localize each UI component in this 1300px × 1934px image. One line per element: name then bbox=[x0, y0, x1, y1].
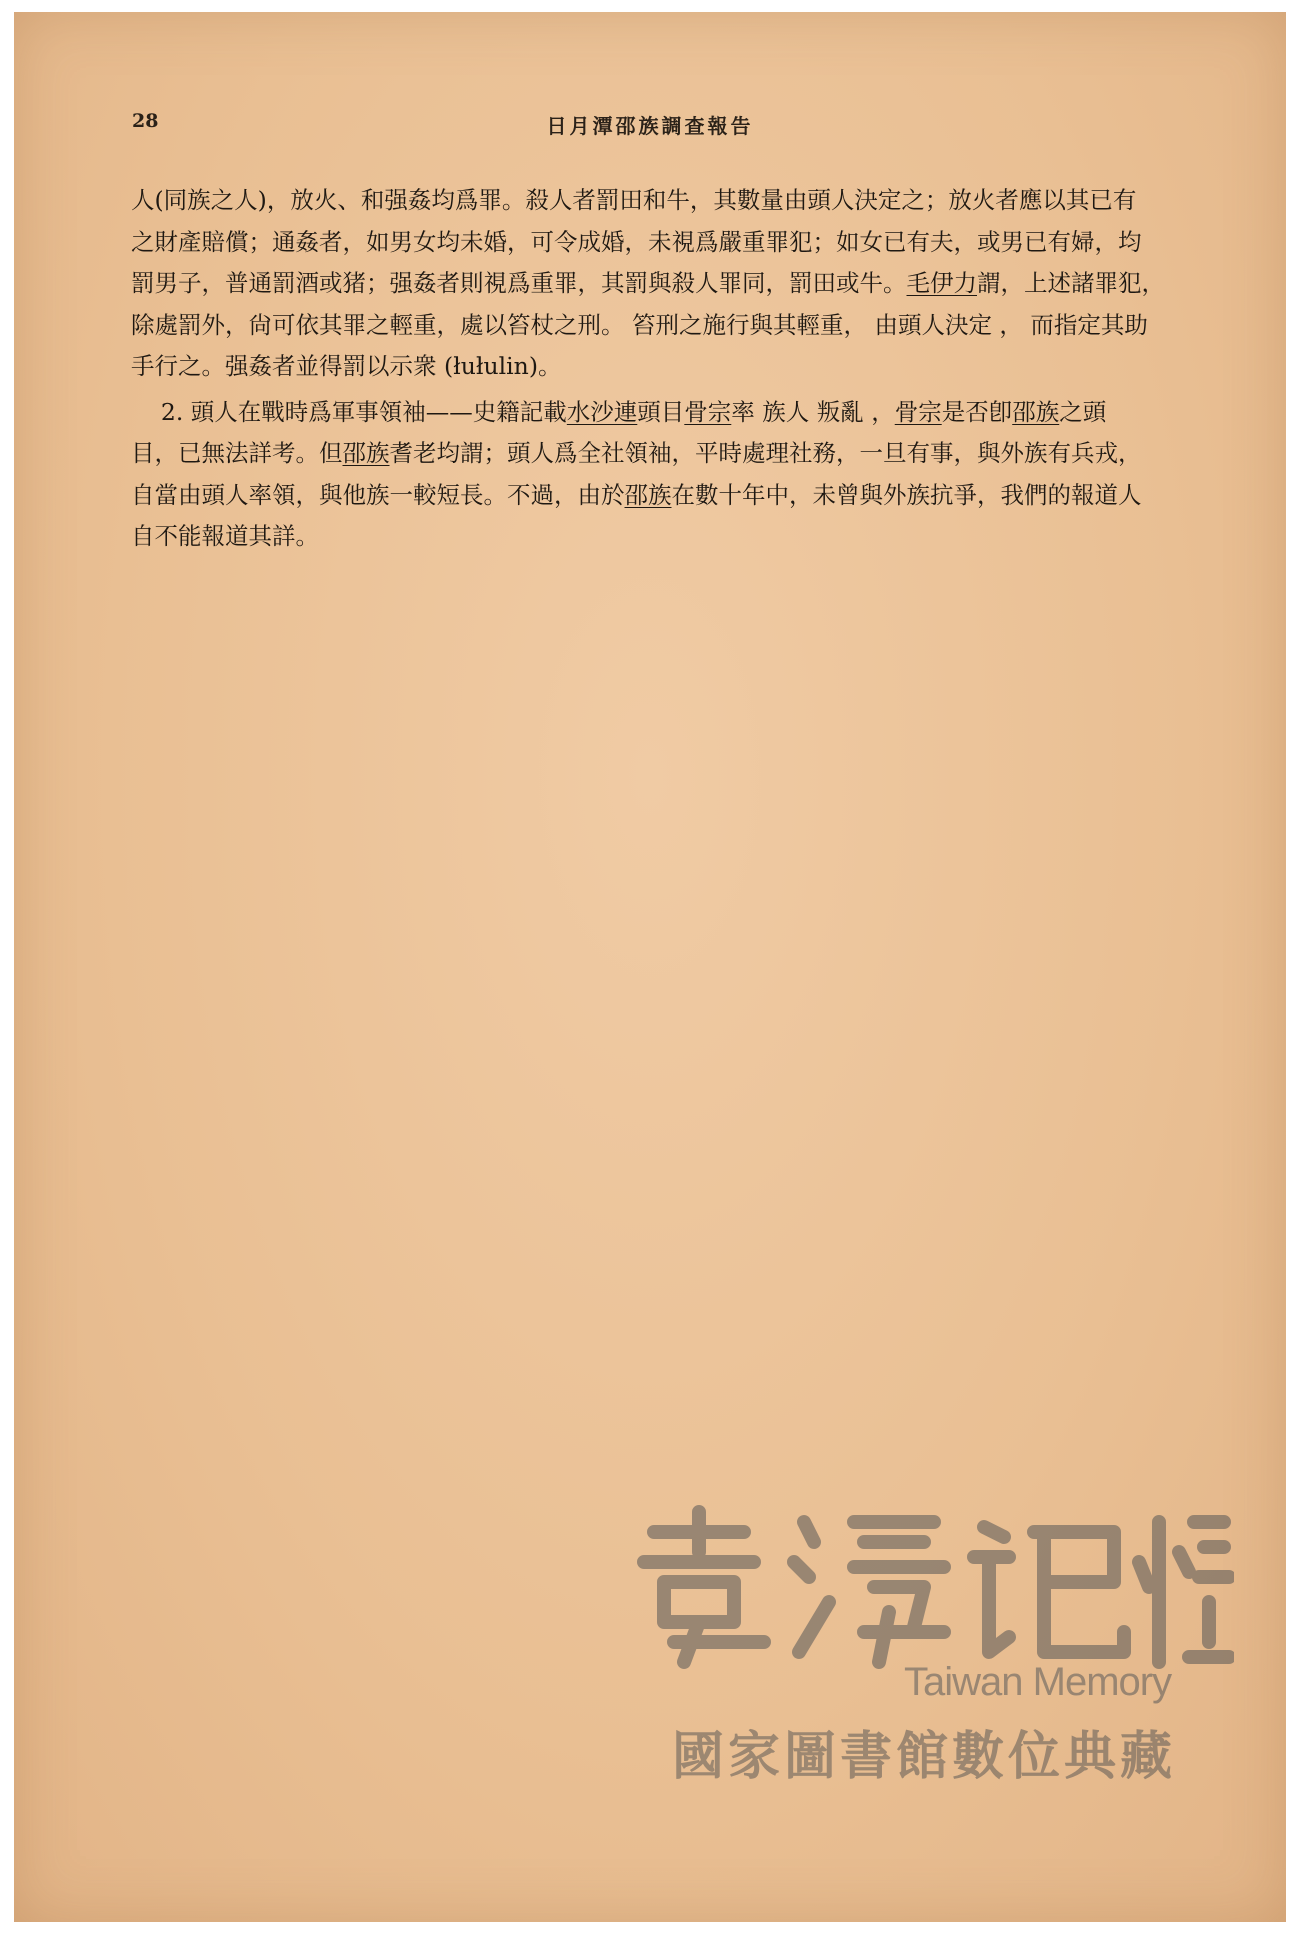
text-segment: 耆老均謂；頭人爲全社領袖，平時處理社務，一旦有事，與外族有兵戎， bbox=[389, 439, 1142, 467]
watermark bbox=[614, 1492, 1234, 1812]
watermark-script-text: 臺灣記憶 bbox=[614, 1492, 618, 1493]
text-line bbox=[131, 392, 1221, 434]
text-segment: 之頭 bbox=[1059, 397, 1107, 426]
text-segment: 目，已無法詳考。但 bbox=[131, 439, 343, 467]
text-segment: 頭目 bbox=[637, 397, 685, 426]
underlined-place: 水沙連 bbox=[566, 397, 638, 426]
underlined-tribe: 邵族 bbox=[1012, 397, 1060, 426]
text-line: 手行之。强姦者並得罰以示衆 (łułulin)。 bbox=[131, 352, 562, 380]
text-line bbox=[131, 263, 1221, 305]
text-segment: 自當由頭人率領，與他族一較短長。不過，由於 bbox=[131, 480, 625, 509]
paragraph-1 bbox=[131, 180, 1221, 388]
text-line bbox=[131, 475, 1221, 517]
underlined-name: 骨宗 bbox=[894, 397, 942, 426]
text-line: 人(同族之人)，放火、和强姦均爲罪。殺人者罰田和牛，其數量由頭人決定之；放火者應以其已有 bbox=[131, 186, 1137, 214]
watermark-english: Taiwan Memory bbox=[904, 1660, 1172, 1704]
text-segment: 是否卽 bbox=[941, 397, 1013, 426]
text-line: 之財產賠償；通姦者，如男女均未婚，可令成婚，未視爲嚴重罪犯；如女已有夫，或男已有婦，均 bbox=[131, 227, 1142, 256]
text-segment: 率 族人 叛亂 ， bbox=[731, 397, 895, 426]
underlined-tribe: 邵族 bbox=[624, 480, 672, 509]
watermark-chinese: 國家圖書館數位典藏 bbox=[671, 1727, 1176, 1787]
text-segment: 罰男子，普通罰酒或猪；强姦者則視爲重罪，其罰與殺人罪同，罰田或牛。 bbox=[131, 269, 907, 297]
underlined-tribe: 邵族 bbox=[342, 439, 390, 467]
underlined-name: 毛伊力 bbox=[906, 269, 977, 297]
text-line: 自不能報道其詳。 bbox=[131, 522, 319, 550]
running-title: 日月潭邵族調查報告 bbox=[546, 114, 754, 138]
text-segment: 謂，上述諸罪犯， bbox=[977, 269, 1165, 297]
text-line: 除處罰外，尙可依其罪之輕重，處以笞杖之刑。 笞刑之施行與其輕重， 由頭人決定 ， 而指定其助 bbox=[131, 310, 1148, 339]
text-line bbox=[131, 433, 1221, 475]
taiwan-memory-script-logo bbox=[614, 1492, 1234, 1672]
page-number: 28 bbox=[132, 110, 159, 132]
text-segment: 在數十年中，未曾與外族抗爭，我們的報道人 bbox=[671, 480, 1142, 509]
body-text bbox=[131, 180, 1221, 558]
document-page bbox=[14, 12, 1286, 1922]
page-header bbox=[14, 110, 1286, 140]
text-segment: 2. 頭人在戰時爲軍事領袖——史籍記載 bbox=[160, 397, 567, 426]
paragraph-2 bbox=[131, 392, 1221, 558]
underlined-name: 骨宗 bbox=[684, 397, 732, 426]
